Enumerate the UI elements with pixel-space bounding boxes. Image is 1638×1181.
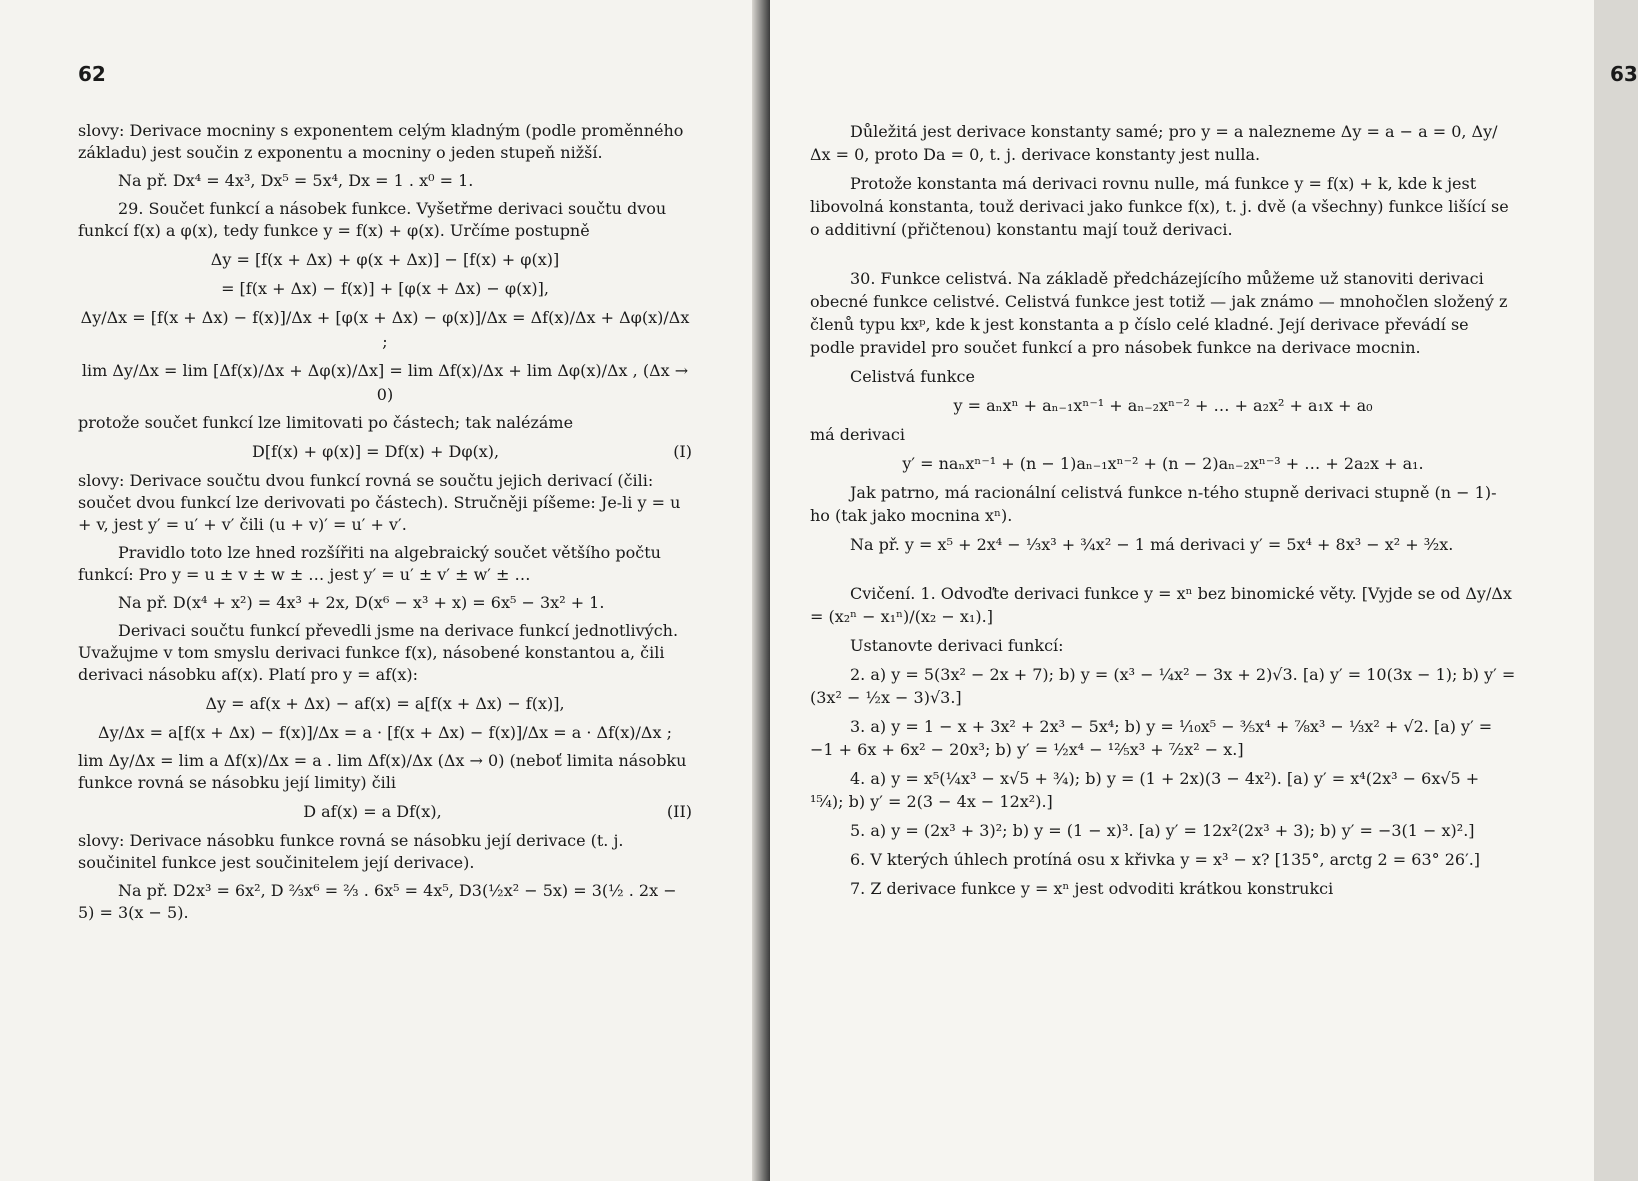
paragraph: Celistvá funkce xyxy=(850,367,975,386)
paragraph: 29. Součet funkcí a násobek funkce. Vyšetřme derivaci součtu dvou funkcí f(x) a φ(x), tedy funkce y = f(x) + φ(x). Určíme postupně xyxy=(78,199,667,240)
equation: Δy/Δx = [f(x + Δx) − f(x)]/Δx + [φ(x + Δx) − φ(x)]/Δx = Δf(x)/Δx + Δφ(x)/Δx ; xyxy=(80,308,690,351)
paragraph: slovy: Derivace mocniny s exponentem celým kladným (podle proměnného základu) jest součin z exponentu a mocniny o jeden stupeň nižší. xyxy=(78,121,684,162)
left-page-body xyxy=(78,120,692,924)
equation-number: (I) xyxy=(673,442,692,461)
spacer xyxy=(810,247,1516,261)
paragraph: Na př. D2x³ = 6x², D ⅔x⁶ = ⅔ . 6x⁵ = 4x⁵, D3(½x² − 5x) = 3(½ . 2x − 5) = 3(x − 5). xyxy=(78,881,677,922)
paragraph: lim Δy/Δx = lim a Δf(x)/Δx = a . lim Δf(x)/Δx (Δx → 0) (neboť limita násobku funkce rovná se násobku její limity) čili xyxy=(78,751,687,792)
paragraph: má derivaci xyxy=(810,425,905,444)
paragraph: Důležitá jest derivace konstanty samé; pro y = a nalezneme Δy = a − a = 0, Δy/Δx = 0, proto Da = 0, t. j. derivace konstanty jest nulla. xyxy=(810,122,1498,164)
paragraph: Na př. Dx⁴ = 4x³, Dx⁵ = 5x⁴, Dx = 1 . x⁰ = 1. xyxy=(118,171,474,190)
paragraph: 30. Funkce celistvá. Na základě předcházejícího můžeme už stanoviti derivaci obecné funkce celistvé. Celistvá funkce jest totiž — jak známo — mnohočlen složený z členů typu kxᵖ, kde k jest konstanta a p číslo celé kladné. Její derivace převádí se podle pravidel pro součet funkcí a pro násobek funkce na derivace mocnin. xyxy=(810,269,1508,357)
equation-text: D af(x) = a Df(x), xyxy=(303,802,442,821)
paragraph: protože součet funkcí lze limitovati po částech; tak nalézáme xyxy=(78,413,574,432)
equation: Δy = af(x + Δx) − af(x) = a[f(x + Δx) − f(x)], xyxy=(205,694,565,713)
numbered-equation xyxy=(78,800,692,824)
right-page xyxy=(770,0,1638,1181)
left-page xyxy=(0,0,770,1181)
equation-text: D[f(x) + φ(x)] = Df(x) + Dφ(x), xyxy=(252,442,500,461)
equation: = [f(x + Δx) − f(x)] + [φ(x + Δx) − φ(x)], xyxy=(221,279,549,298)
equation: Δy = [f(x + Δx) + φ(x + Δx)] − [f(x) + φ(x)] xyxy=(210,250,560,269)
numbered-equation xyxy=(78,440,692,464)
equation: lim Δy/Δx = lim [Δf(x)/Δx + Δφ(x)/Δx] = lim Δf(x)/Δx + lim Δφ(x)/Δx , (Δx → 0) xyxy=(81,361,689,404)
paragraph: Protože konstanta má derivaci rovnu nulle, má funkce y = f(x) + k, kde k jest libovolná konstanta, touž derivaci jako funkce f(x), t. j. dvě (a všechny) funkce lišící se o additivní (přičtenou) konstantu mají touž derivaci. xyxy=(810,174,1509,239)
paragraph: 6. V kterých úhlech protíná osu x křivka y = x³ − x? [135°, arctg 2 = 63° 26′.] xyxy=(850,850,1481,869)
paragraph: Ustanovte derivaci funkcí: xyxy=(850,636,1064,655)
equation: Δy/Δx = a[f(x + Δx) − f(x)]/Δx = a · [f(x + Δx) − f(x)]/Δx = a · Δf(x)/Δx ; xyxy=(98,723,672,742)
paragraph: Na př. D(x⁴ + x²) = 4x³ + 2x, D(x⁶ − x³ + x) = 6x⁵ − 3x² + 1. xyxy=(118,593,605,612)
paragraph: 3. a) y = 1 − x + 3x² + 2x³ − 5x⁴; b) y = ¹⁄₁₀x⁵ − ⅗x⁴ + ⅞x³ − ⅓x² + √2. [a) y′ = −1 + 6x + 6x² − 20x³; b) y′ = ½x⁴ − ¹²⁄₅x³ + ⁷⁄₂x² − x.] xyxy=(810,717,1493,759)
paragraph: Cvičení. 1. Odvoďte derivaci funkce y = xⁿ bez binomické věty. [Vyjde se od Δy/Δx = (x₂ⁿ − x₁ⁿ)/(x₂ − x₁).] xyxy=(810,584,1512,626)
paragraph: 4. a) y = x⁵(¼x³ − x√5 + ¾); b) y = (1 + 2x)(3 − 4x²). [a) y′ = x⁴(2x³ − 6x√5 + ¹⁵⁄₄); b) y′ = 2(3 − 4x − 12x²).] xyxy=(810,769,1480,811)
page-number-right: 63 xyxy=(1610,62,1638,86)
equation: y′ = naₙxⁿ⁻¹ + (n − 1)aₙ₋₁xⁿ⁻² + (n − 2)aₙ₋₂xⁿ⁻³ + … + 2a₂x + a₁. xyxy=(902,454,1424,473)
paragraph: 5. a) y = (2x³ + 3)²; b) y = (1 − x)³. [a) y′ = 12x²(2x³ + 3); b) y′ = −3(1 − x)².] xyxy=(850,821,1475,840)
paragraph: 2. a) y = 5(3x² − 2x + 7); b) y = (x³ − ¼x² − 3x + 2)√3. [a) y′ = 10(3x − 1); b) y′ = (3x² − ½x − 3)√3.] xyxy=(810,665,1516,707)
page-number-left: 62 xyxy=(78,62,106,86)
paragraph: Jak patrno, má racionální celistvá funkce n-tého stupně derivaci stupně (n − 1)-ho (tak jako mocnina xⁿ). xyxy=(810,483,1497,525)
spacer xyxy=(810,562,1516,576)
paragraph: slovy: Derivace součtu dvou funkcí rovná se součtu jejich derivací (čili: součet dvou funkcí lze derivovati po částech). Stručněji píšeme: Je-li y = u + v, jest y′ = u′ + v′ čili (u + v)′ = u′ + v′. xyxy=(78,471,681,534)
equation: y = aₙxⁿ + aₙ₋₁xⁿ⁻¹ + aₙ₋₂xⁿ⁻² + … + a₂x² + a₁x + a₀ xyxy=(953,396,1373,415)
paragraph: Na př. y = x⁵ + 2x⁴ − ⅓x³ + ¾x² − 1 má derivaci y′ = 5x⁴ + 8x³ − x² + ³⁄₂x. xyxy=(850,535,1454,554)
paragraph: 7. Z derivace funkce y = xⁿ jest odvoditi krátkou konstrukci xyxy=(850,879,1334,898)
equation-number: (II) xyxy=(666,802,692,821)
paragraph: Derivaci součtu funkcí převedli jsme na derivace funkcí jednotlivých. Uvažujme v tom smyslu derivaci funkce f(x), násobené konstantou a, čili derivaci násobku af(x). Platí pro y = af(x): xyxy=(78,621,679,684)
paragraph: Pravidlo toto lze hned rozšířiti na algebraický součet většího počtu funkcí: Pro y = u ± v ± w ± … jest y′ = u′ ± v′ ± w′ ± … xyxy=(78,543,661,584)
right-page-body xyxy=(810,120,1516,900)
paragraph: slovy: Derivace násobku funkce rovná se násobku její derivace (t. j. součinitel funkce jest součinitelem její derivace). xyxy=(78,831,624,872)
